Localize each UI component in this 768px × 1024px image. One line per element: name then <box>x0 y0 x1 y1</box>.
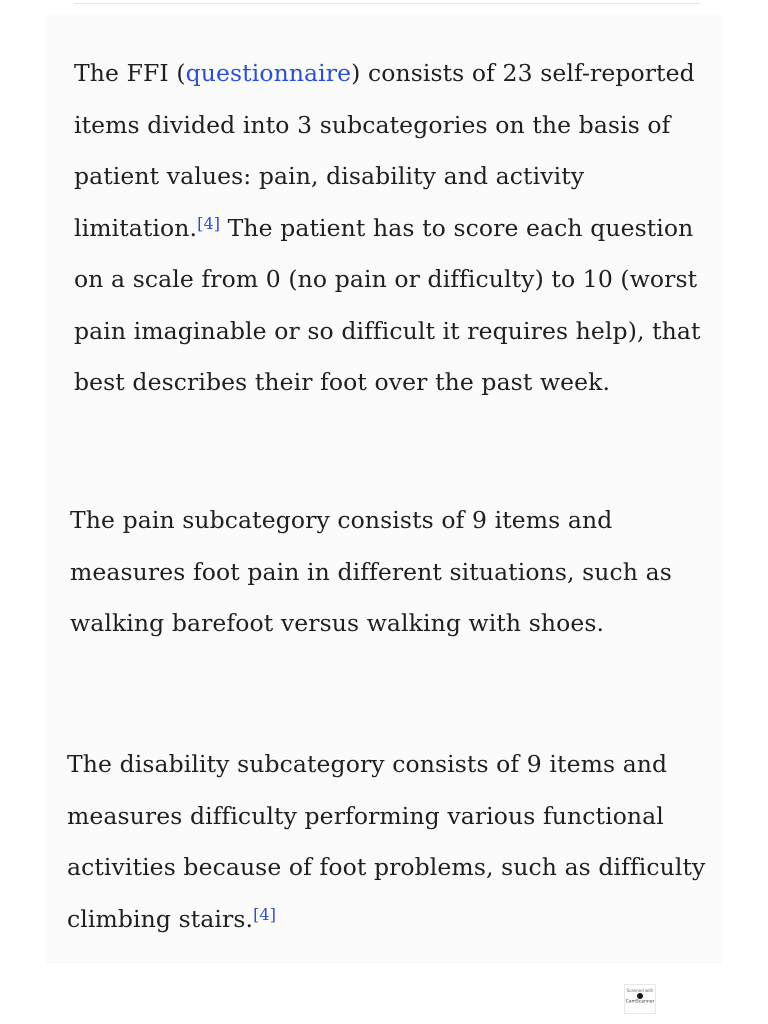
paragraph-text: The FFI ( <box>74 59 186 87</box>
camscanner-logo-icon <box>637 993 643 999</box>
paragraph-text: The disability subcategory consists of 9 items and measures difficulty performing various functional activities because of foot problems, such as difficulty climbing stairs. <box>67 750 706 933</box>
paragraph-text: The patient has to score each question on a scale from 0 (no pain or difficulty) to 10 (worst pain imaginable or so difficult it requires help), that best describes their foot over the past week. <box>74 213 701 396</box>
paragraph-ffi-overview <box>74 48 714 409</box>
questionnaire-link[interactable]: questionnaire <box>185 59 352 87</box>
paragraph-text: ) consists of 23 self-reported items divided into 3 subcategories on the basis of patient values: pain, disability and activity limitation. <box>74 59 695 242</box>
citation-link[interactable]: [4] <box>197 213 221 233</box>
top-divider <box>74 3 700 4</box>
paragraph-text: The pain subcategory consists of 9 items and measures foot pain in different situations, such as walking barefoot versus walking with shoes. <box>70 506 672 637</box>
paragraph-pain-subcategory <box>70 495 710 650</box>
watermark-label: Scanned with <box>626 988 654 993</box>
paragraph-disability-subcategory <box>67 739 707 945</box>
citation-link[interactable]: [4] <box>253 904 277 924</box>
watermark-brand: CamScanner <box>625 999 655 1005</box>
camscanner-watermark <box>624 984 656 1014</box>
